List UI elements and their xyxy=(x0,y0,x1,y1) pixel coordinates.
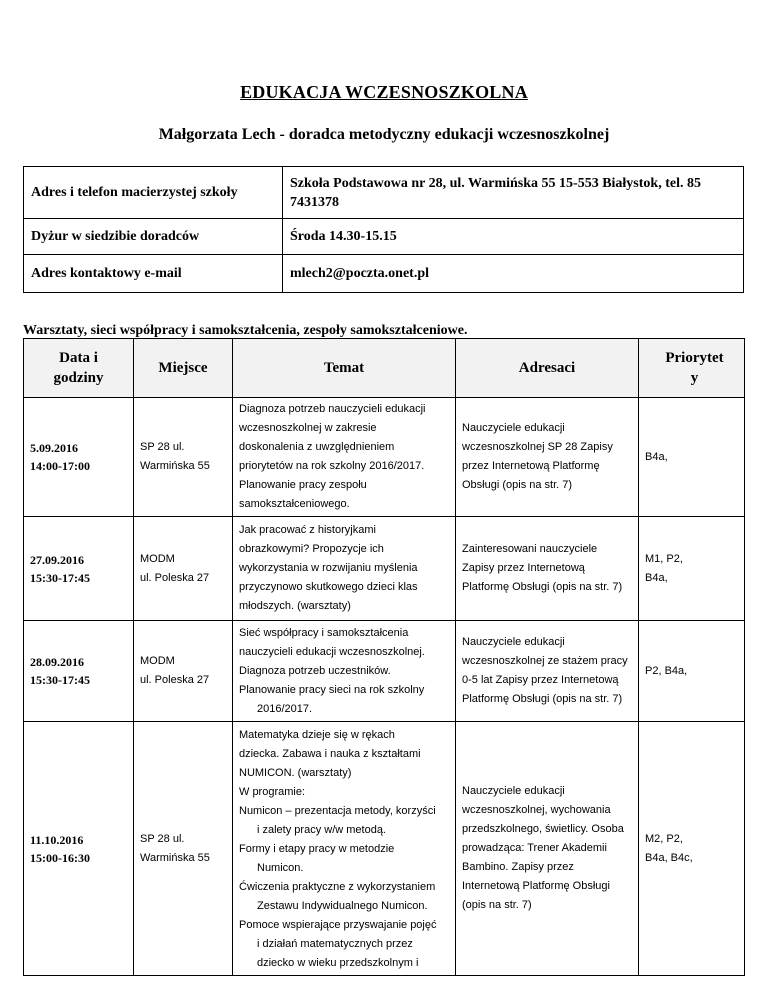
place-cell: SP 28 ul. Warmińska 55 xyxy=(134,722,233,976)
info-row-address xyxy=(24,167,744,219)
document-title: EDUKACJA WCZESNOSZKOLNA xyxy=(240,82,528,102)
priority-cell: M1, P2, B4a, xyxy=(639,517,745,621)
priority-cell: M2, P2, B4a, B4c, xyxy=(639,722,745,976)
col-header-date: Data i godziny xyxy=(24,339,134,398)
col-header-topic: Temat xyxy=(233,339,456,398)
audience-cell: Nauczyciele edukacji wczesnoszkolnej SP 28 Zapisy przez Internetową Platformę Obsługi (opis na str. 7) xyxy=(456,398,639,517)
date-cell: 5.09.2016 14:00-17:00 xyxy=(24,398,134,517)
table-row xyxy=(24,722,745,976)
info-value: Środa 14.30-15.15 xyxy=(283,219,744,255)
place-cell: MODM ul. Poleska 27 xyxy=(134,517,233,621)
table-row xyxy=(24,517,745,621)
info-row-duty xyxy=(24,219,744,255)
place-cell: MODM ul. Poleska 27 xyxy=(134,621,233,722)
audience-cell: Zainteresowani nauczyciele Zapisy przez Internetową Platformę Obsługi (opis na str. 7) xyxy=(456,517,639,621)
topic-cell: Diagnoza potrzeb nauczycieli edukacji wczesnoszkolnej w zakresie doskonalenia z uwzględnieniem priorytetów na rok szkolny 2016/2017. Planowanie pracy zespołu samokształceniowego. xyxy=(233,398,456,517)
topic-cell: Sieć współpracy i samokształcenia nauczycieli edukacji wczesnoszkolnej. Diagnoza potrzeb uczestników. Planowanie pracy sieci na rok szkolny 2016/2017. xyxy=(233,621,456,722)
place-cell: SP 28 ul. Warmińska 55 xyxy=(134,398,233,517)
priority-cell: P2, B4a, xyxy=(639,621,745,722)
date-cell: 11.10.2016 15:00-16:30 xyxy=(24,722,134,976)
col-header-audience: Adresaci xyxy=(456,339,639,398)
table-row xyxy=(24,398,745,517)
info-label: Adres i telefon macierzystej szkoły xyxy=(24,167,283,219)
topic-cell: Matematyka dzieje się w rękach dziecka. Zabawa i nauka z kształtami NUMICON. (warsztaty) W programie: Numicon – prezentacja metody, korzyści i zalety pracy w/w metodą. Formy i etapy pracy w metodzie Numicon. Ćwiczenia praktyczne z wykorzystaniem Zestawu Indywidualnego Numicon. Pomoce wspierające przyswajanie pojęć i działań matematycznych przez dziecko w wieku przedszkolnym i xyxy=(233,722,456,976)
schedule-table xyxy=(23,338,745,976)
advisor-info-table xyxy=(23,166,744,293)
info-label: Adres kontaktowy e-mail xyxy=(24,255,283,293)
date-cell: 28.09.2016 15:30-17:45 xyxy=(24,621,134,722)
info-value: Szkoła Podstawowa nr 28, ul. Warmińska 55 15-553 Białystok, tel. 85 7431378 xyxy=(283,167,744,219)
date-cell: 27.09.2016 15:30-17:45 xyxy=(24,517,134,621)
schedule-header-row xyxy=(24,339,745,398)
audience-cell: Nauczyciele edukacji wczesnoszkolnej, wychowania przedszkolnego, świetlicy. Osoba prowadząca: Trener Akademii Bambino. Zapisy przez Internetową Platformę Obsługi (opis na str. 7) xyxy=(456,722,639,976)
topic-cell: Jak pracować z historyjkami obrazkowymi? Propozycje ich wykorzystania w rozwijaniu myślenia przyczynowo skutkowego dzieci klas młodszych. (warsztaty) xyxy=(233,517,456,621)
info-label: Dyżur w siedzibie doradców xyxy=(24,219,283,255)
priority-cell: B4a, xyxy=(639,398,745,517)
document-subtitle: Małgorzata Lech - doradca metodyczny edukacji wczesnoszkolnej xyxy=(158,126,610,143)
section-heading: Warsztaty, sieci współpracy i samokształcenia, zespoły samokształceniowe. xyxy=(23,323,468,338)
info-value[interactable]: mlech2@poczta.onet.pl xyxy=(283,255,744,293)
table-row xyxy=(24,621,745,722)
info-row-email xyxy=(24,255,744,293)
col-header-place: Miejsce xyxy=(134,339,233,398)
audience-cell: Nauczyciele edukacji wczesnoszkolnej ze stażem pracy 0-5 lat Zapisy przez Internetową Platformę Obsługi (opis na str. 7) xyxy=(456,621,639,722)
col-header-priority: Priorytety xyxy=(639,339,745,398)
